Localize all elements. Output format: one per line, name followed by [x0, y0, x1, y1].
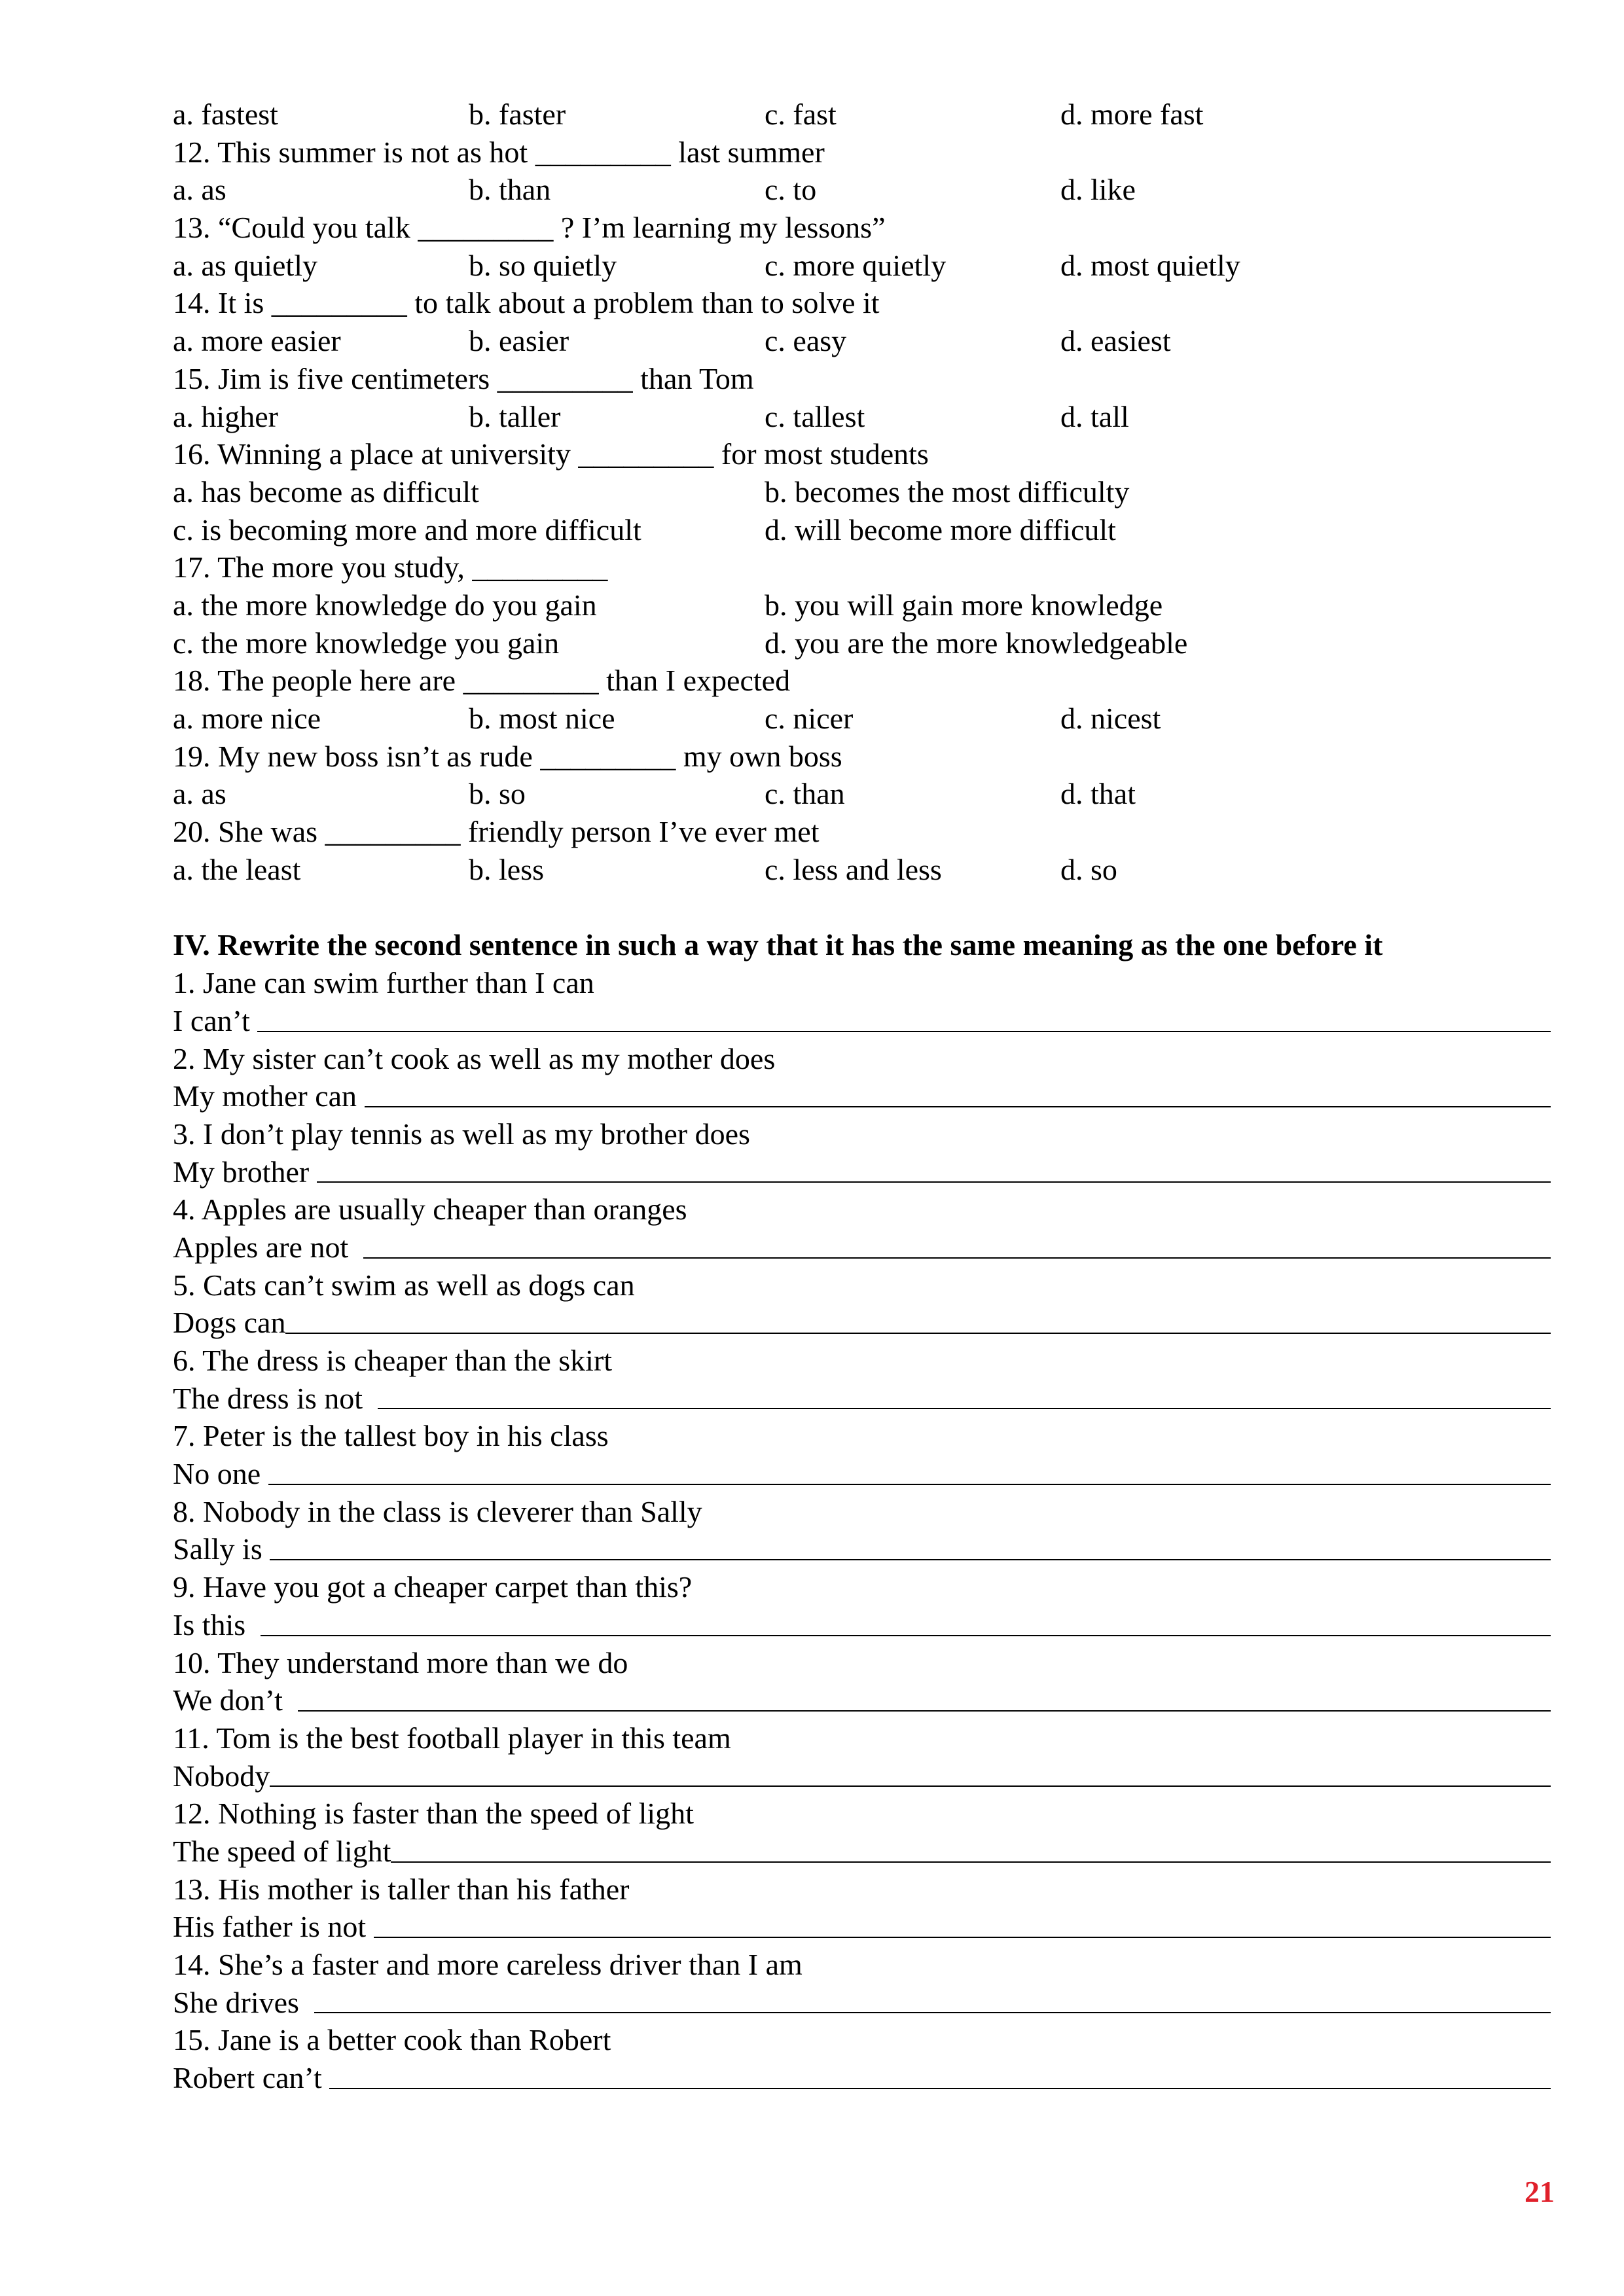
- rewrite-sentence: 4. Apples are usually cheaper than oranges: [173, 1193, 687, 1227]
- worksheet-page: [173, 96, 1551, 2097]
- answer-line[interactable]: [173, 1681, 1551, 1719]
- answer-line[interactable]: [173, 1077, 1551, 1115]
- question-19: 19. My new boss isn’t as rude _________ my own boss: [173, 739, 842, 773]
- question-20: 20. She was _________ friendly person I’ve ever met: [173, 815, 820, 849]
- answer-prompt: Robert can’t: [173, 2061, 330, 2095]
- option-b: b. so: [469, 777, 526, 811]
- option-b: b. most nice: [469, 702, 615, 735]
- answer-prompt: Dogs can: [173, 1306, 286, 1340]
- answer-blank[interactable]: [261, 1635, 1551, 1636]
- answer-blank[interactable]: [268, 1484, 1551, 1485]
- option-c: c. tallest: [765, 399, 865, 433]
- answer-line[interactable]: [173, 1153, 1551, 1191]
- rewrite-sentence: 1. Jane can swim further than I can: [173, 966, 594, 1000]
- option-a: a. fastest: [173, 98, 278, 131]
- q16-options-ab: [173, 473, 1551, 511]
- answer-line[interactable]: [173, 1833, 1551, 1871]
- rewrite-sentence: 3. I don’t play tennis as well as my brother does: [173, 1117, 750, 1151]
- answer-line[interactable]: [173, 2059, 1551, 2097]
- question-15: 15. Jim is five centimeters _________ than Tom: [173, 361, 754, 395]
- option-b: b. taller: [469, 399, 561, 433]
- q20-options: [173, 851, 1551, 889]
- answer-prompt: My brother: [173, 1155, 317, 1189]
- answer-blank[interactable]: [329, 2088, 1551, 2089]
- page-number: 21: [1525, 2175, 1555, 2208]
- q11-options: [173, 96, 1551, 134]
- question-17: 17. The more you study, _________: [173, 550, 608, 584]
- question-16: 16. Winning a place at university _________ for most students: [173, 437, 929, 471]
- answer-line[interactable]: [173, 1455, 1551, 1493]
- answer-blank[interactable]: [285, 1333, 1551, 1334]
- rewrite-sentence: 8. Nobody in the class is cleverer than Sally: [173, 1494, 702, 1528]
- question-14: 14. It is _________ to talk about a problem than to solve it: [173, 286, 880, 320]
- q19-options: [173, 775, 1551, 813]
- question-12: 12. This summer is not as hot _________ last summer: [173, 135, 825, 169]
- answer-line[interactable]: [173, 1606, 1551, 1644]
- option-a: a. the least: [173, 852, 301, 886]
- option-d: d. like: [1060, 173, 1136, 207]
- option-c: c. more quietly: [765, 248, 947, 282]
- option-d: d. tall: [1060, 399, 1129, 433]
- option-b: b. so quietly: [469, 248, 617, 282]
- rewrite-sentence: 11. Tom is the best football player in this team: [173, 1721, 731, 1755]
- answer-line[interactable]: [173, 1229, 1551, 1266]
- option-d: d. you are the more knowledgeable: [765, 626, 1188, 660]
- option-c: c. the more knowledge you gain: [173, 626, 560, 660]
- answer-blank[interactable]: [314, 2012, 1551, 2013]
- option-c: c. fast: [765, 98, 837, 131]
- option-b: b. less: [469, 852, 544, 886]
- option-b: b. becomes the most difficulty: [765, 475, 1130, 509]
- option-c: c. less and less: [765, 852, 942, 886]
- rewrite-sentence: 2. My sister can’t cook as well as my mother does: [173, 1041, 776, 1075]
- answer-line[interactable]: [173, 1530, 1551, 1568]
- answer-blank[interactable]: [317, 1181, 1551, 1183]
- answer-blank[interactable]: [257, 1031, 1551, 1032]
- q15-options: [173, 398, 1551, 436]
- option-c: c. to: [765, 173, 817, 207]
- rewrite-sentence: 14. She’s a faster and more careless driver than I am: [173, 1948, 803, 1981]
- answer-prompt: No one: [173, 1457, 268, 1491]
- answer-line[interactable]: [173, 1380, 1551, 1418]
- answer-prompt: My mother can: [173, 1079, 365, 1113]
- rewrite-sentence: 10. They understand more than we do: [173, 1645, 628, 1679]
- section-spacer: [173, 888, 1551, 926]
- answer-blank[interactable]: [298, 1710, 1551, 1712]
- option-d: d. so: [1060, 852, 1117, 886]
- option-a: a. as: [173, 173, 226, 207]
- option-c: c. nicer: [765, 702, 854, 735]
- q12-options: [173, 171, 1551, 209]
- rewrite-sentence: 7. Peter is the tallest boy in his class: [173, 1419, 609, 1453]
- option-b: b. easier: [469, 324, 569, 358]
- section-heading: IV. Rewrite the second sentence in such a way that it has the same meaning as the one before it: [173, 928, 1383, 962]
- option-c: c. easy: [765, 324, 847, 358]
- rewrite-sentence: 9. Have you got a cheaper carpet than this?: [173, 1570, 693, 1604]
- answer-blank[interactable]: [363, 1257, 1551, 1259]
- answer-prompt: I can’t: [173, 1003, 258, 1037]
- option-d: d. that: [1060, 777, 1136, 811]
- answer-blank[interactable]: [374, 1937, 1551, 1938]
- answer-prompt: We don’t: [173, 1683, 298, 1717]
- q16-options-cd: [173, 511, 1551, 549]
- option-a: a. more easier: [173, 324, 341, 358]
- option-a: a. more nice: [173, 702, 321, 735]
- rewrite-sentence: 15. Jane is a better cook than Robert: [173, 2023, 611, 2057]
- answer-line[interactable]: [173, 1304, 1551, 1342]
- answer-prompt: The speed of light: [173, 1834, 391, 1868]
- rewrite-sentence: 5. Cats can’t swim as well as dogs can: [173, 1268, 635, 1302]
- option-d: d. nicest: [1060, 702, 1161, 735]
- q14-options: [173, 322, 1551, 360]
- answer-line[interactable]: [173, 1984, 1551, 2022]
- option-b: b. faster: [469, 98, 566, 131]
- option-d: d. easiest: [1060, 324, 1171, 358]
- answer-prompt: His father is not: [173, 1910, 374, 1944]
- answer-prompt: Apples are not: [173, 1230, 364, 1264]
- answer-blank[interactable]: [270, 1559, 1551, 1560]
- q17-options-ab: [173, 586, 1551, 624]
- answer-blank[interactable]: [365, 1106, 1551, 1107]
- answer-line[interactable]: [173, 1908, 1551, 1946]
- question-18: 18. The people here are _________ than I expected: [173, 664, 791, 698]
- rewrite-sentence: 6. The dress is cheaper than the skirt: [173, 1344, 613, 1377]
- answer-blank[interactable]: [378, 1408, 1551, 1409]
- question-13: 13. “Could you talk _________ ? I’m learning my lessons”: [173, 211, 886, 245]
- answer-blank[interactable]: [270, 1785, 1551, 1787]
- option-a: a. as: [173, 777, 226, 811]
- option-d: d. more fast: [1060, 98, 1204, 131]
- answer-prompt: Sally is: [173, 1532, 270, 1566]
- rewrite-sentence: 13. His mother is taller than his father: [173, 1872, 630, 1906]
- rewrite-sentence: 12. Nothing is faster than the speed of light: [173, 1797, 694, 1831]
- option-c: c. is becoming more and more difficult: [173, 512, 641, 547]
- q13-options: [173, 247, 1551, 285]
- answer-prompt: Is this: [173, 1607, 261, 1641]
- option-a: a. the more knowledge do you gain: [173, 588, 597, 622]
- option-a: a. as quietly: [173, 248, 317, 282]
- rewrite-list: [173, 964, 1551, 2097]
- option-d: d. will become more difficult: [765, 512, 1116, 547]
- answer-prompt: Nobody: [173, 1759, 270, 1793]
- answer-line[interactable]: [173, 1757, 1551, 1795]
- option-b: b. you will gain more knowledge: [765, 588, 1163, 622]
- option-c: c. than: [765, 777, 845, 811]
- option-a: a. higher: [173, 399, 278, 433]
- answer-prompt: She drives: [173, 1985, 314, 2019]
- q17-options-cd: [173, 624, 1551, 662]
- answer-line[interactable]: [173, 1002, 1551, 1040]
- option-a: a. has become as difficult: [173, 475, 479, 509]
- answer-prompt: The dress is not: [173, 1381, 378, 1415]
- answer-blank[interactable]: [391, 1861, 1551, 1863]
- option-d: d. most quietly: [1060, 248, 1240, 282]
- q18-options: [173, 700, 1551, 738]
- option-b: b. than: [469, 173, 551, 207]
